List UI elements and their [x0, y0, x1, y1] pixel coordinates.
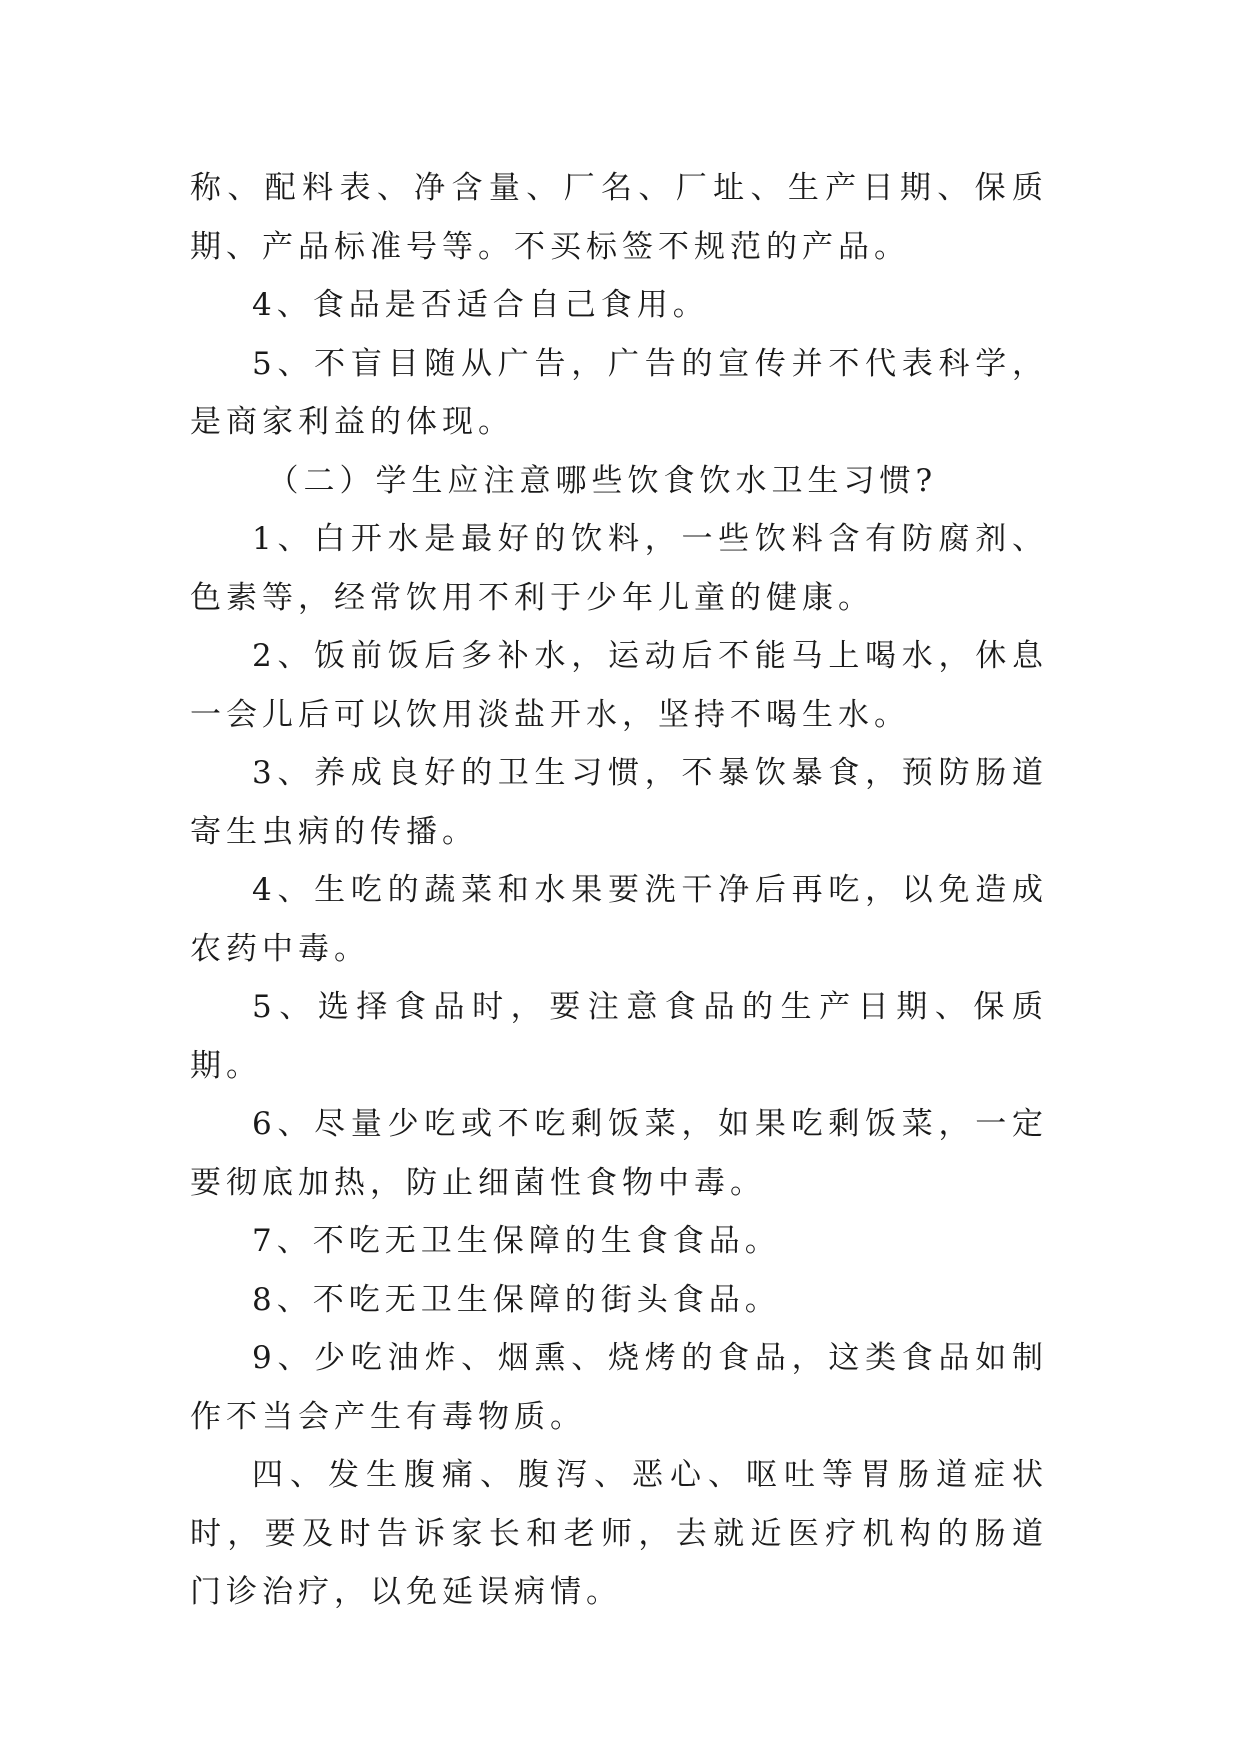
paragraph-1: 称、配料表、净含量、厂名、厂址、生产日期、保质期、产品标准号等。不买标签不规范的产品。 — [190, 170, 1048, 265]
paragraph-14: 四、发生腹痛、腹泻、恶心、呕吐等胃肠道症状时，要及时告诉家长和老师，去就近医疗机构的肠道门诊治疗，以免延误病情。 — [190, 1457, 1048, 1610]
paragraph-11: 7、不吃无卫生保障的生食食品。 — [252, 1223, 781, 1259]
paragraph-9: 5、选择食品时，要注意食品的生产日期、保质期。 — [190, 989, 1048, 1084]
document-body — [190, 159, 1048, 1622]
paragraph-8: 4、生吃的蔬菜和水果要洗干净后再吃，以免造成农药中毒。 — [190, 872, 1048, 967]
paragraph-10: 6、尽量少吃或不吃剩饭菜，如果吃剩饭菜，一定要彻底加热，防止细菌性食物中毒。 — [190, 1106, 1048, 1201]
paragraph-2: 4、食品是否适合自己食用。 — [252, 287, 709, 323]
paragraph-12: 8、不吃无卫生保障的街头食品。 — [252, 1281, 781, 1318]
paragraph-3: 5、不盲目随从广告，广告的宣传并不代表科学，是商家利益的体现。 — [190, 345, 1048, 440]
paragraph-5: 1、白开水是最好的饮料，一些饮料含有防腐剂、色素等，经常饮用不利于少年儿童的健康。 — [190, 521, 1048, 616]
paragraph-6: 2、饭前饭后多补水，运动后不能马上喝水，休息一会儿后可以饮用淡盐开水，坚持不喝生水。 — [190, 638, 1048, 733]
section-heading: （二）学生应注意哪些饮食饮水卫生习惯? — [267, 462, 938, 499]
paragraph-13: 9、少吃油炸、烟熏、烧烤的食品，这类食品如制作不当会产生有毒物质。 — [190, 1340, 1048, 1435]
paragraph-7: 3、养成良好的卫生习惯，不暴饮暴食，预防肠道寄生虫病的传播。 — [190, 755, 1048, 850]
